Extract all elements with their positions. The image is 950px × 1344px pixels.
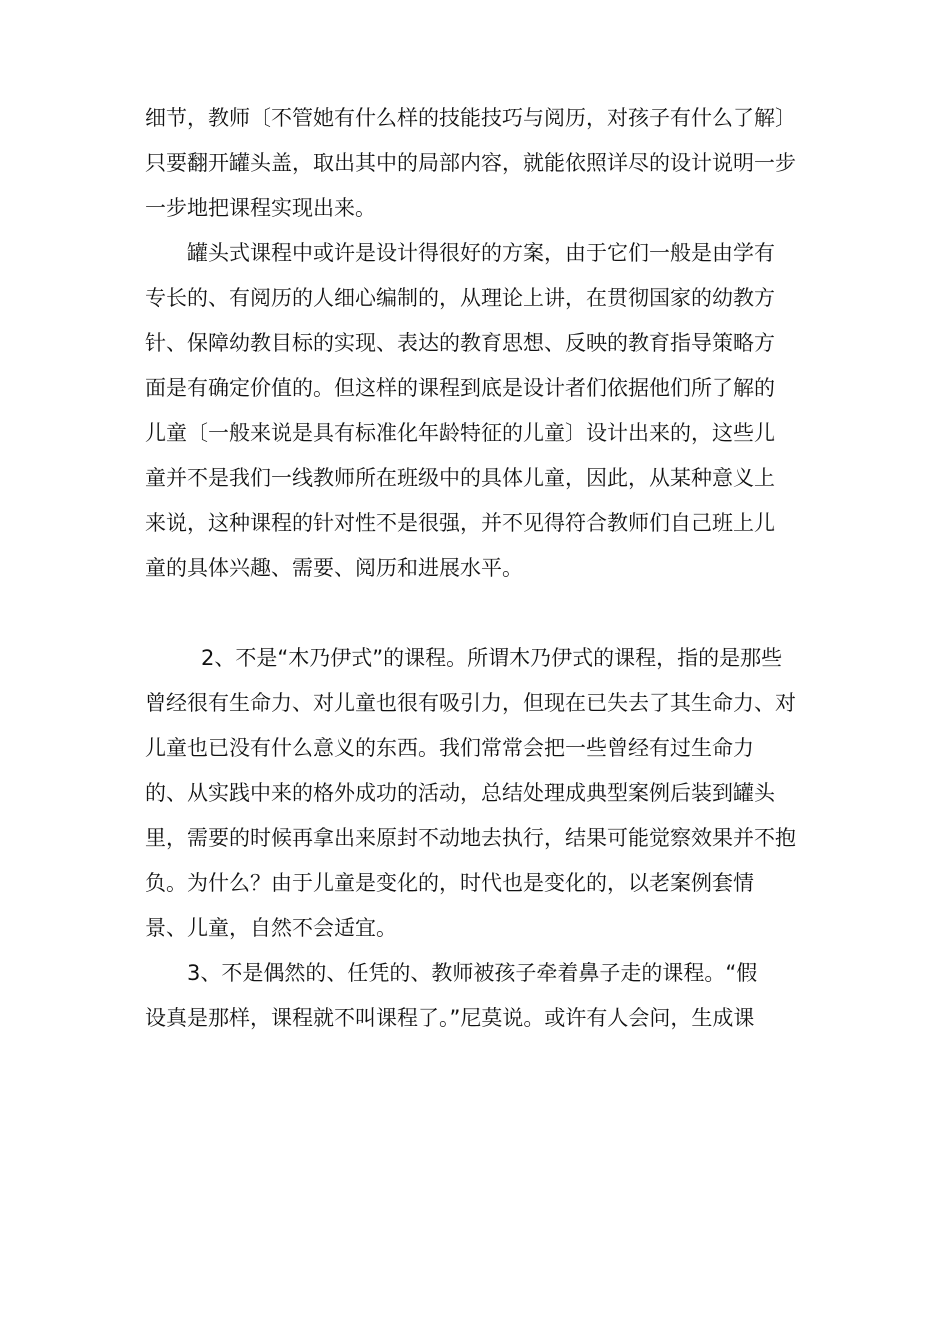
text-line: 一步地把课程实现出来。 bbox=[145, 196, 376, 220]
text-line: 的、从实践中来的格外成功的活动，总结处理成典型案例后装到罐头 bbox=[145, 781, 775, 805]
text-line: 童并不是我们一线教师所在班级中的具体儿童，因此，从某种意义上 bbox=[145, 466, 775, 490]
text-line: 来说，这种课程的针对性不是很强，并不见得符合教师们自己班上儿 bbox=[145, 511, 775, 535]
text-line: 设真是那样，课程就不叫课程了。”尼莫说。或许有人会问，生成课 bbox=[145, 1006, 755, 1030]
text-line: 里，需要的时候再拿出来原封不动地去执行，结果可能觉察效果并不抱 bbox=[145, 826, 796, 850]
text-line: 3、不是偶然的、任凭的、教师被孩子牵着鼻子走的课程。“假 bbox=[187, 961, 758, 985]
text-line: 景、儿童，自然不会适宜。 bbox=[145, 916, 397, 940]
text-line: 儿童〔一般来说是具有标准化年龄特征的儿童〕设计出来的，这些儿 bbox=[145, 421, 775, 445]
text-line: 罐头式课程中或许是设计得很好的方案，由于它们一般是由学有 bbox=[187, 241, 775, 265]
text-line: 只要翻开罐头盖，取出其中的局部内容，就能依照详尽的设计说明一步 bbox=[145, 151, 796, 175]
text-line: 2、不是“木乃伊式”的课程。所谓木乃伊式的课程，指的是那些 bbox=[201, 646, 783, 670]
text-line: 曾经很有生命力、对儿童也很有吸引力，但现在已失去了其生命力、对 bbox=[145, 691, 796, 715]
text-line: 针、保障幼教目标的实现、表达的教育思想、反映的教育指导策略方 bbox=[145, 331, 775, 355]
text-line: 专长的、有阅历的人细心编制的，从理论上讲，在贯彻国家的幼教方 bbox=[145, 286, 775, 310]
text-line: 细节，教师〔不管她有什么样的技能技巧与阅历，对孩子有什么了解〕 bbox=[145, 106, 796, 130]
text-line: 面是有确定价值的。但这样的课程到底是设计者们依据他们所了解的 bbox=[145, 376, 775, 400]
text-line: 童的具体兴趣、需要、阅历和进展水平。 bbox=[145, 556, 523, 580]
text-line: 儿童也已没有什么意义的东西。我们常常会把一些曾经有过生命力 bbox=[145, 736, 754, 760]
text-line: 负。为什么？由于儿童是变化的，时代也是变化的，以老案例套情 bbox=[145, 871, 754, 895]
